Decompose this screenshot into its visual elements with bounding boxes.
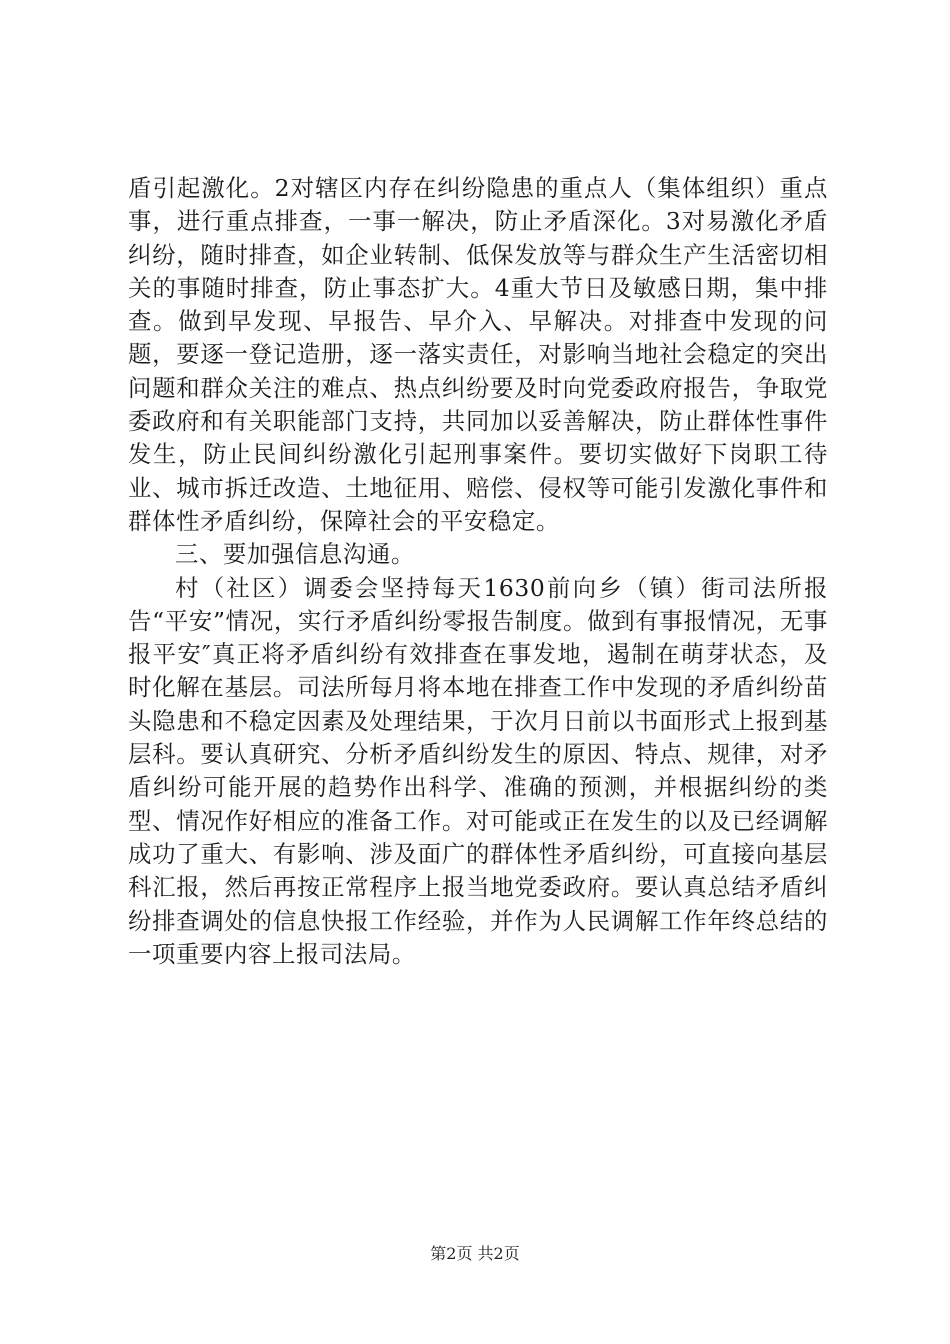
page-footer: [0, 1244, 950, 1264]
section-heading: 三、要加强信息沟通。: [175, 540, 415, 569]
document-body: [128, 172, 828, 971]
paragraph-continued: 盾引起激化。2对辖区内存在纠纷隐患的重点人（集体组织）重点事，进行重点排查，一事一解决，防止矛盾深化。3对易激化矛盾纠纷，随时排查，如企业转制、低保发放等与群众生产生活密切相关的事随时排查，防止事态扩大。4重大节日及敏感日期，集中排查。做到早发现、早报告、早介入、早解决。对排查中发现的问题，要逐一登记造册，逐一落实责任，对影响当地社会稳定的突出问题和群众关注的难点、热点纠纷要及时向党委政府报告，争取党委政府和有关职能部门支持，共同加以妥善解决，防止群体性事件发生，防止民间纠纷激化引起刑事案件。要切实做好下岗职工待业、城市拆迁改造、土地征用、赔偿、侵权等可能引发激化事件和群体性矛盾纠纷，保障社会的平安稳定。: [128, 174, 828, 535]
paragraph: 村（社区）调委会坚持每天1630前向乡（镇）街司法所报告“平安”情况，实行矛盾纠纷零报告制度。做到有事报情况，无事报平安″真正将矛盾纠纷有效排查在事发地，遏制在萌芽状态，及时化解在基层。司法所每月将本地在排查工作中发现的矛盾纠纷苗头隐患和不稳定因素及处理结果，于次月日前以书面形式上报到基层科。要认真研究、分析矛盾纠纷发生的原因、特点、规律，对矛盾纠纷可能开展的趋势作出科学、准确的预测，并根据纠纷的类型、情况作好相应的准备工作。对可能或正在发生的以及已经调解成功了重大、有影响、涉及面广的群体性矛盾纠纷，可直接向基层科汇报，然后再按正常程序上报当地党委政府。要认真总结矛盾纠纷排查调处的信息快报工作经验，并作为人民调解工作年终总结的一项重要内容上报司法局。: [128, 573, 828, 968]
page-number: 第2页 共2页: [430, 1244, 520, 1263]
